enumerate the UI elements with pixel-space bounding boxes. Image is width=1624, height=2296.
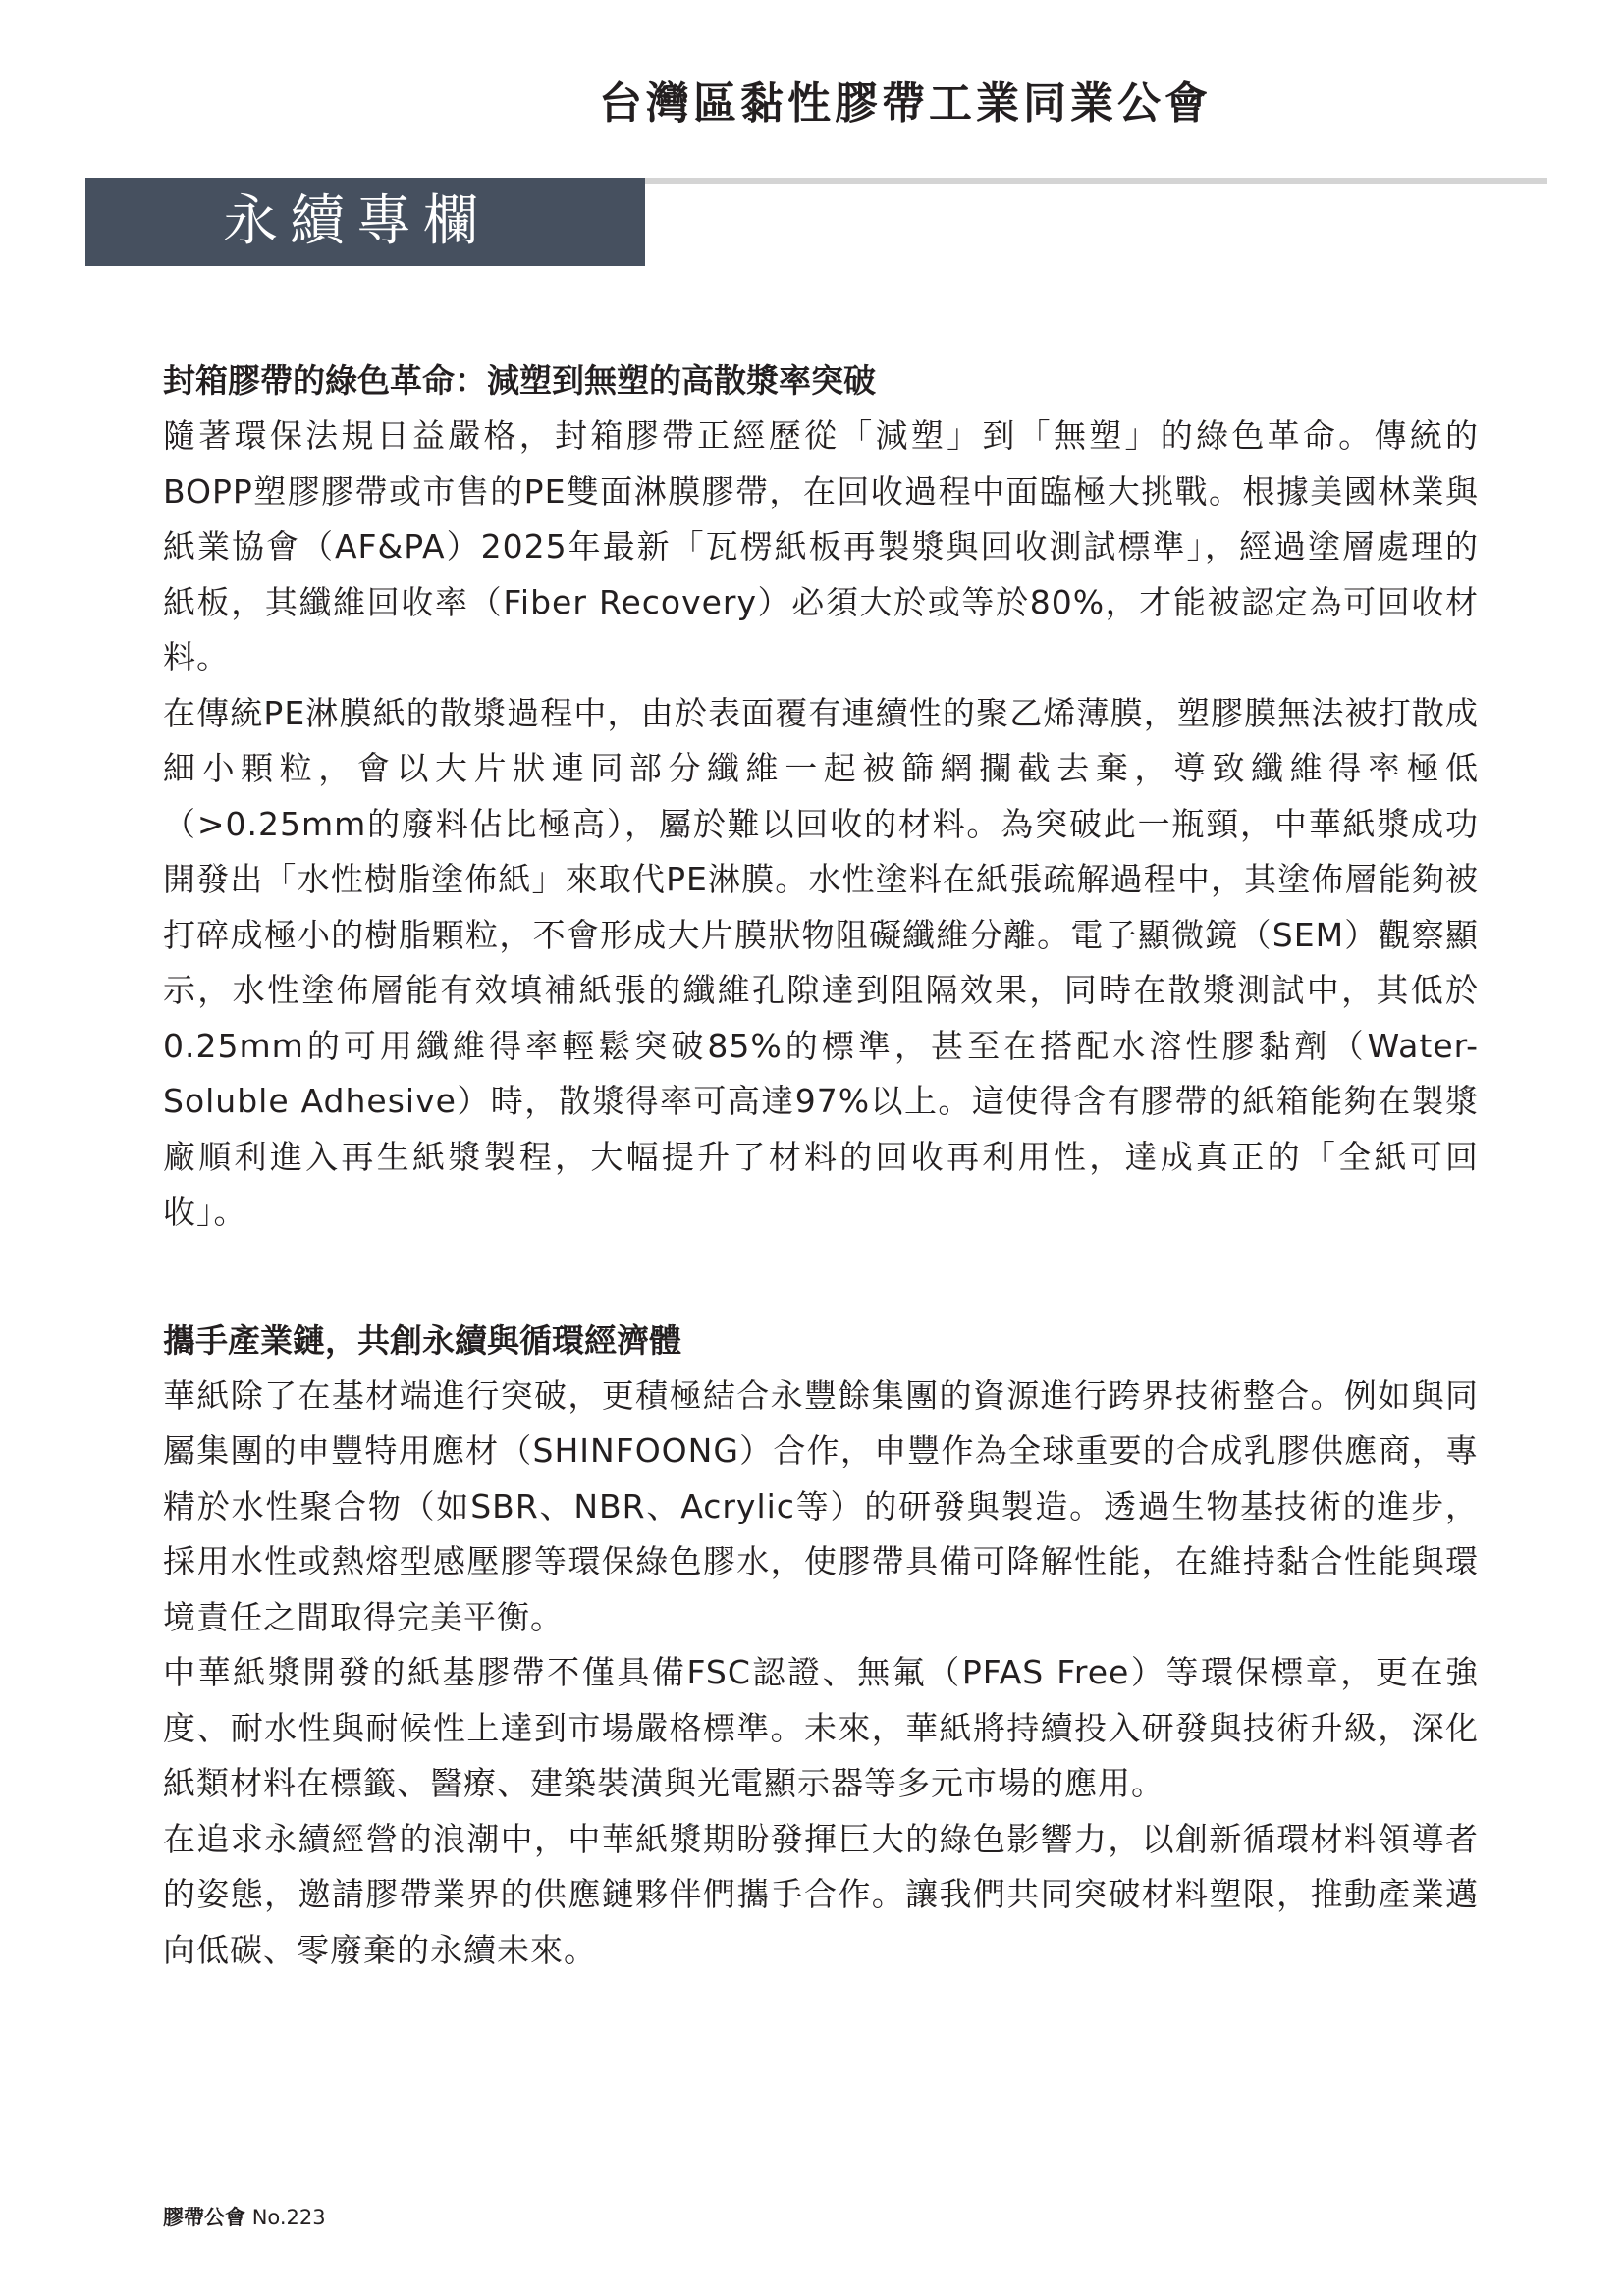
section-heading: 攜手產業鏈，共創永續與循環經濟體 bbox=[163, 1320, 681, 1360]
section-spacer bbox=[163, 1241, 1479, 1313]
column-banner bbox=[85, 178, 645, 266]
section-industry-chain bbox=[163, 1313, 1479, 1979]
footer bbox=[163, 2203, 326, 2232]
paragraph: 華紙除了在基材端進行突破，更積極結合永豐餘集團的資源進行跨界技術整合。例如與同屬集團的申豐特用應材（SHINFOONG）合作，申豐作為全球重要的合成乳膠供應商，專精於水性聚合物（如SBR、NBR、Acrylic等）的研發與製造。透過生物基技術的進步，採用水性或熱熔型感壓膠等環保綠色膠水，使膠帶具備可降解性能，在維持黏合性能與環境責任之間取得完美平衡。 bbox=[163, 1375, 1479, 1636]
article-body bbox=[163, 353, 1479, 1978]
section-heading: 封箱膠帶的綠色革命：減塑到無塑的高散漿率突破 bbox=[163, 361, 876, 400]
footer-brand: 膠帶公會 bbox=[163, 2206, 245, 2229]
page-title: 台灣區黏性膠帶工業同業公會 bbox=[599, 79, 1212, 129]
paragraph: 隨著環保法規日益嚴格，封箱膠帶正經歷從「減塑」到「無塑」的綠色革命。傳統的BOPP塑膠膠帶或市售的PE雙面淋膜膠帶，在回收過程中面臨極大挑戰。根據美國林業與紙業協會（AF&PA）2025年最新「瓦楞紙板再製漿與回收測試標準」，經過塗層處理的紙板，其纖維回收率（Fiber Recovery）必須大於或等於80%，才能被認定為可回收材料。 bbox=[163, 416, 1479, 676]
header-rule bbox=[644, 178, 1547, 184]
paragraph: 在追求永續經營的浪潮中，中華紙漿期盼發揮巨大的綠色影響力，以創新循環材料領導者的姿態，邀請膠帶業界的供應鏈夥伴們攜手合作。讓我們共同突破材料塑限，推動產業邁向低碳、零廢棄的永續未來。 bbox=[163, 1819, 1479, 1969]
footer-issue: No.223 bbox=[251, 2206, 326, 2229]
section-green-revolution bbox=[163, 353, 1479, 1241]
column-label: 永續專欄 bbox=[223, 189, 490, 253]
paragraph: 在傳統PE淋膜紙的散漿過程中，由於表面覆有連續性的聚乙烯薄膜，塑膠膜無法被打散成細小顆粒，會以大片狀連同部分纖維一起被篩網攔截去棄，導致纖維得率極低（>0.25mm的廢料佔比極高），屬於難以回收的材料。為突破此一瓶頸，中華紙漿成功開發出「水性樹脂塗佈紙」來取代PE淋膜。水性塗料在紙張疏解過程中，其塗佈層能夠被打碎成極小的樹脂顆粒，不會形成大片膜狀物阻礙纖維分離。電子顯微鏡（SEM）觀察顯示，水性塗佈層能有效填補紙張的纖維孔隙達到阻隔效果，同時在散漿測試中，其低於0.25mm的可用纖維得率輕鬆突破85%的標準，甚至在搭配水溶性膠黏劑（Water-Soluble Adhesive）時，散漿得率可高達97%以上。這使得含有膠帶的紙箱能夠在製漿廠順利進入再生紙漿製程，大幅提升了材料的回收再利用性，達成真正的「全紙可回收」。 bbox=[163, 693, 1479, 1231]
paragraph: 中華紙漿開發的紙基膠帶不僅具備FSC認證、無氟（PFAS Free）等環保標章，更在強度、耐水性與耐候性上達到市場嚴格標準。未來，華紙將持續投入研發與技術升級，深化紙類材料在標籤、醫療、建築裝潢與光電顯示器等多元市場的應用。 bbox=[163, 1653, 1479, 1802]
